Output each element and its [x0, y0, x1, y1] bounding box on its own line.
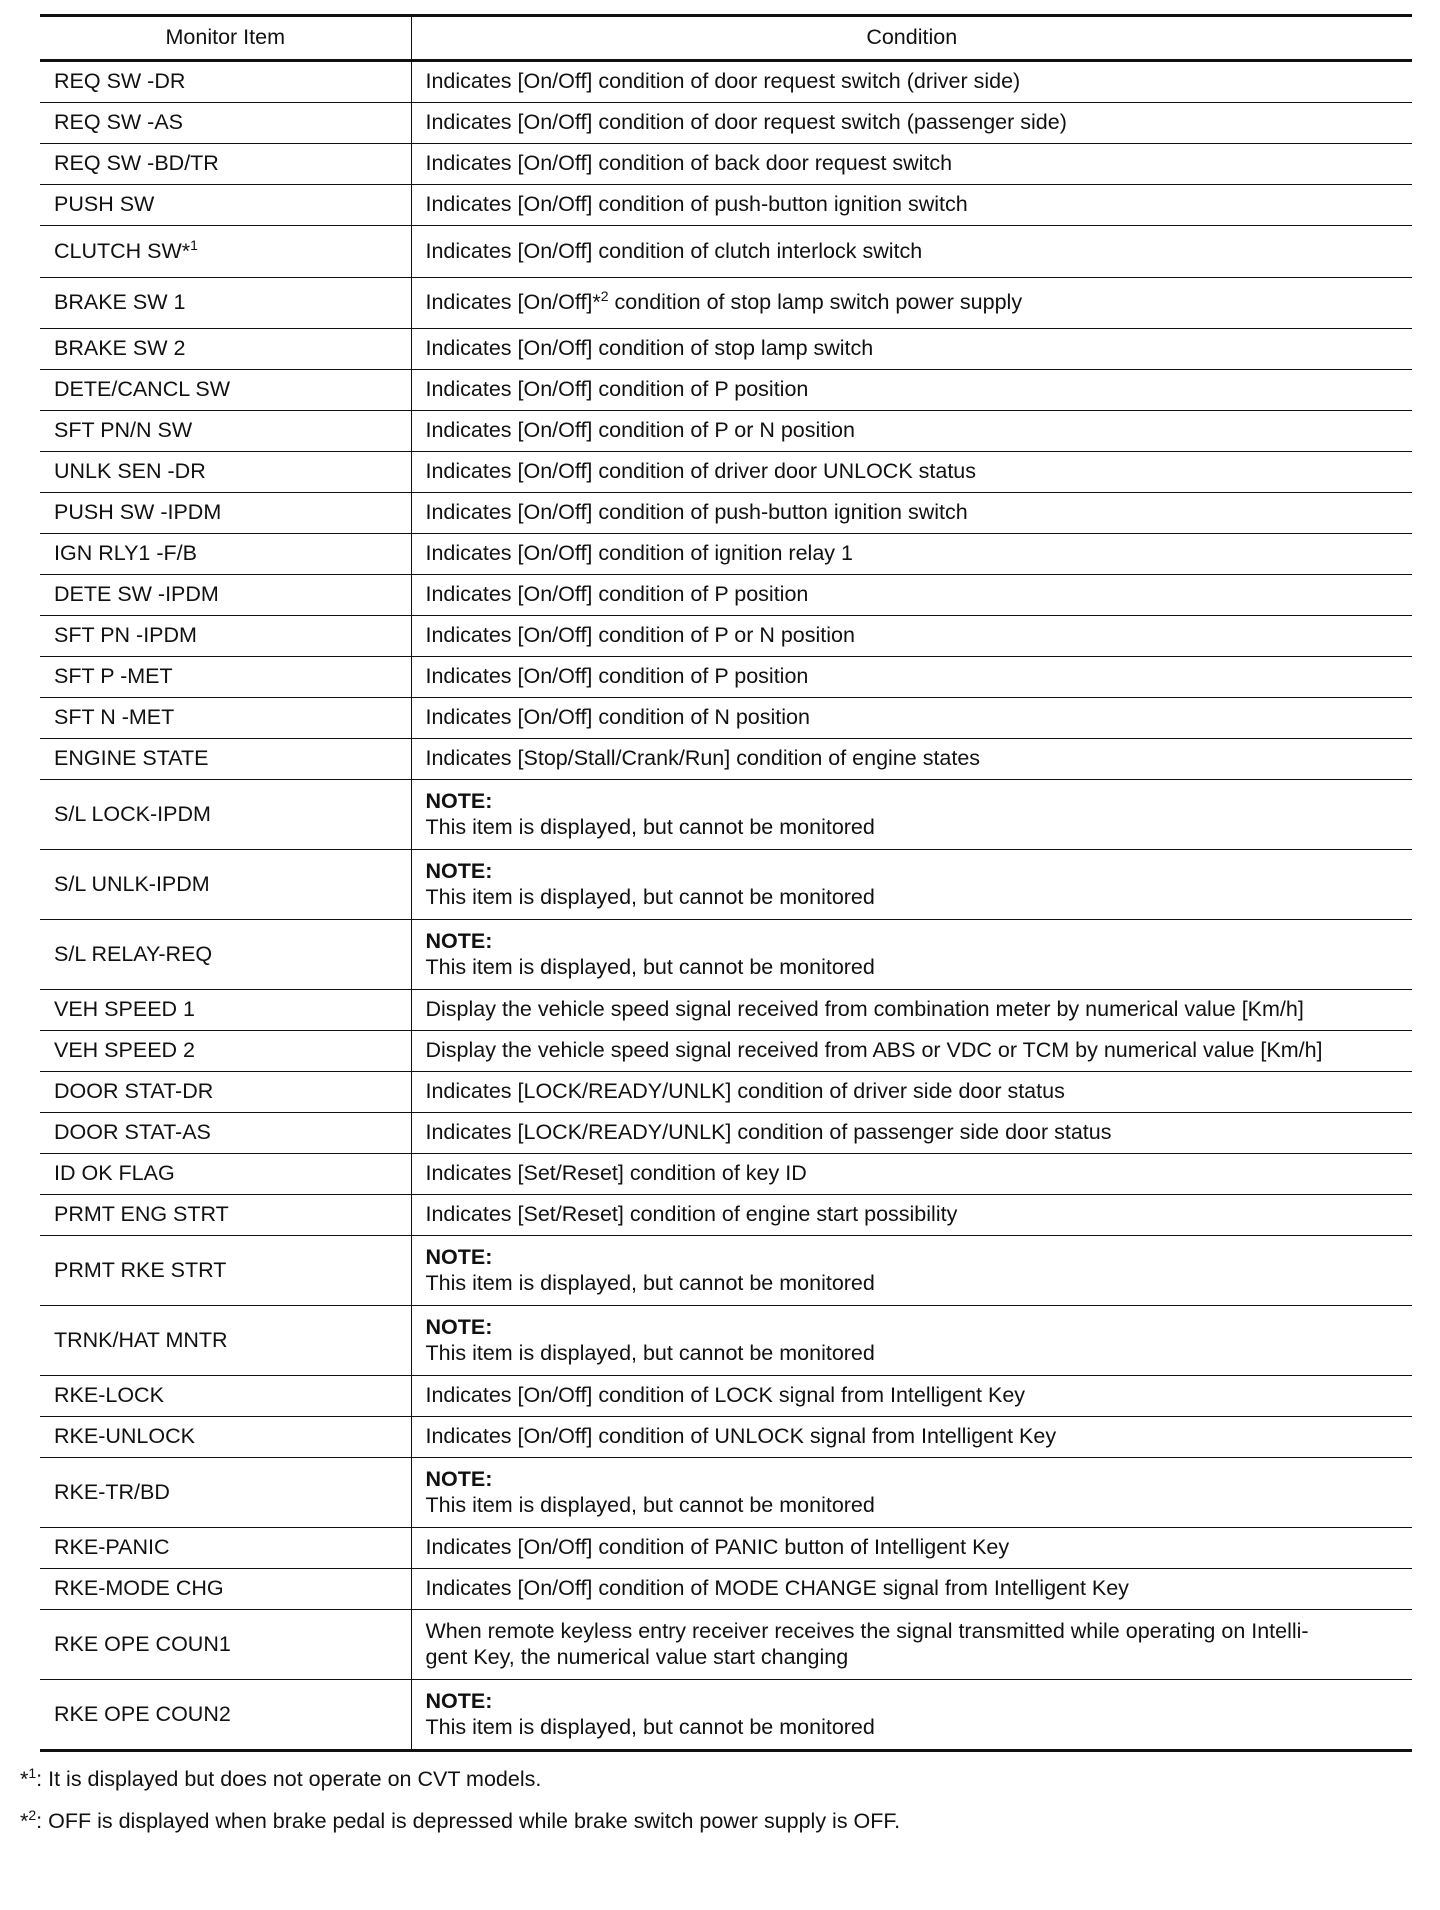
document-page — [20, 14, 1412, 1842]
note-text: This item is displayed, but cannot be monitored — [425, 1340, 875, 1365]
condition-cell: Indicates [On/Off] condition of door request switch (passenger side) — [411, 103, 1412, 144]
condition-cell: Indicates [On/Off] condition of stop lamp switch — [411, 329, 1412, 370]
condition-cell: Indicates [Stop/Stall/Crank/Run] condition of engine states — [411, 739, 1412, 780]
monitor-item-cell: RKE-LOCK — [40, 1376, 411, 1417]
table-row — [40, 739, 1412, 780]
condition-text-line: When remote keyless entry receiver receives the signal transmitted while operating on Intelli- — [425, 1618, 1309, 1643]
note-label: NOTE: — [425, 1688, 493, 1713]
table-row — [40, 103, 1412, 144]
monitor-item-cell: RKE-TR/BD — [40, 1458, 411, 1528]
table-row — [40, 1680, 1412, 1751]
table-row — [40, 1072, 1412, 1113]
table-header-row — [40, 16, 1412, 61]
footnote-number: 1 — [28, 1764, 37, 1781]
condition-cell — [411, 1610, 1412, 1680]
table-row — [40, 1417, 1412, 1458]
monitor-item-cell: REQ SW -AS — [40, 103, 411, 144]
table-row — [40, 1528, 1412, 1569]
monitor-item-cell: DETE SW -IPDM — [40, 575, 411, 616]
condition-cell: Indicates [On/Off] condition of ignition relay 1 — [411, 534, 1412, 575]
condition-cell: Indicates [On/Off] condition of P or N position — [411, 616, 1412, 657]
monitor-item-cell: SFT N -MET — [40, 698, 411, 739]
condition-text: condition of stop lamp switch power supply — [608, 290, 1023, 315]
note-label: NOTE: — [425, 788, 493, 813]
monitor-item-cell: RKE OPE COUN2 — [40, 1680, 411, 1751]
table-row — [40, 1569, 1412, 1610]
monitor-item-cell: PRMT RKE STRT — [40, 1236, 411, 1306]
table-row — [40, 1195, 1412, 1236]
monitor-item-cell: BRAKE SW 1 — [40, 278, 411, 329]
note-text: This item is displayed, but cannot be monitored — [425, 1492, 875, 1517]
monitor-item-cell: RKE OPE COUN1 — [40, 1610, 411, 1680]
footnote-text: : OFF is displayed when brake pedal is depressed while brake switch power supply is OFF. — [36, 1809, 901, 1833]
note-text: This item is displayed, but cannot be monitored — [425, 1270, 875, 1295]
footnote-ref: 2 — [600, 287, 609, 304]
condition-cell: Indicates [On/Off] condition of LOCK signal from Intelligent Key — [411, 1376, 1412, 1417]
note-label: NOTE: — [425, 928, 493, 953]
table-row — [40, 329, 1412, 370]
monitor-item-table — [40, 14, 1412, 1752]
condition-text-line: gent Key, the numerical value start changing — [425, 1644, 849, 1669]
condition-cell: Indicates [LOCK/READY/UNLK] condition of driver side door status — [411, 1072, 1412, 1113]
condition-cell: Indicates [Set/Reset] condition of engine start possibility — [411, 1195, 1412, 1236]
table-row — [40, 411, 1412, 452]
monitor-item-cell: DOOR STAT-AS — [40, 1113, 411, 1154]
note-text: This item is displayed, but cannot be monitored — [425, 954, 875, 979]
condition-cell: Indicates [On/Off] condition of P position — [411, 657, 1412, 698]
table-row — [40, 1154, 1412, 1195]
condition-cell: Indicates [On/Off] condition of P or N position — [411, 411, 1412, 452]
monitor-item-cell: SFT P -MET — [40, 657, 411, 698]
condition-cell: Indicates [On/Off] condition of UNLOCK signal from Intelligent Key — [411, 1417, 1412, 1458]
note-label: NOTE: — [425, 858, 493, 883]
monitor-item-cell: VEH SPEED 1 — [40, 990, 411, 1031]
table-row — [40, 278, 1412, 329]
monitor-item-cell: S/L RELAY-REQ — [40, 920, 411, 990]
monitor-item-cell: PUSH SW -IPDM — [40, 493, 411, 534]
condition-cell: Indicates [On/Off] condition of driver door UNLOCK status — [411, 452, 1412, 493]
condition-cell — [411, 1680, 1412, 1751]
table-row — [40, 990, 1412, 1031]
condition-cell: Display the vehicle speed signal received from ABS or VDC or TCM by numerical value [Km/h] — [411, 1031, 1412, 1072]
condition-cell: Indicates [On/Off] condition of P position — [411, 575, 1412, 616]
footnote-mark: * — [20, 1809, 29, 1833]
monitor-item-cell: VEH SPEED 2 — [40, 1031, 411, 1072]
condition-cell: Indicates [On/Off] condition of push-button ignition switch — [411, 493, 1412, 534]
condition-cell: Indicates [On/Off] condition of MODE CHANGE signal from Intelligent Key — [411, 1569, 1412, 1610]
monitor-item-cell: IGN RLY1 -F/B — [40, 534, 411, 575]
condition-cell — [411, 1458, 1412, 1528]
footnote-1 — [20, 1758, 1392, 1800]
condition-cell — [411, 1306, 1412, 1376]
table-row — [40, 370, 1412, 411]
monitor-item-cell: DOOR STAT-DR — [40, 1072, 411, 1113]
note-text: This item is displayed, but cannot be monitored — [425, 814, 875, 839]
note-text: This item is displayed, but cannot be monitored — [425, 1714, 875, 1739]
condition-cell — [411, 278, 1412, 329]
monitor-item-cell: S/L UNLK-IPDM — [40, 850, 411, 920]
table-row — [40, 698, 1412, 739]
condition-cell: Indicates [On/Off] condition of back door request switch — [411, 144, 1412, 185]
table-row — [40, 1376, 1412, 1417]
condition-cell: Indicates [On/Off] condition of P position — [411, 370, 1412, 411]
footnote-ref: 1 — [190, 236, 198, 253]
table-row — [40, 850, 1412, 920]
condition-cell: Indicates [LOCK/READY/UNLK] condition of passenger side door status — [411, 1113, 1412, 1154]
table-row — [40, 493, 1412, 534]
monitor-item-cell: REQ SW -BD/TR — [40, 144, 411, 185]
condition-cell: Indicates [Set/Reset] condition of key ID — [411, 1154, 1412, 1195]
header-condition: Condition — [411, 16, 1412, 61]
monitor-item-cell: PUSH SW — [40, 185, 411, 226]
monitor-item-cell: BRAKE SW 2 — [40, 329, 411, 370]
monitor-item-cell: ENGINE STATE — [40, 739, 411, 780]
monitor-item-cell: RKE-MODE CHG — [40, 1569, 411, 1610]
table-row — [40, 920, 1412, 990]
table-row — [40, 1458, 1412, 1528]
footnote-text: : It is displayed but does not operate on CVT models. — [36, 1767, 542, 1791]
condition-cell: Indicates [On/Off] condition of door request switch (driver side) — [425, 69, 1021, 94]
monitor-item-cell: TRNK/HAT MNTR — [40, 1306, 411, 1376]
monitor-item-cell: DETE/CANCL SW — [40, 370, 411, 411]
note-label: NOTE: — [425, 1314, 493, 1339]
table-row — [40, 1306, 1412, 1376]
condition-cell — [411, 920, 1412, 990]
table-row — [40, 1113, 1412, 1154]
table-row — [40, 226, 1412, 278]
condition-cell: Indicates [On/Off] condition of PANIC button of Intelligent Key — [411, 1528, 1412, 1569]
condition-cell — [411, 1236, 1412, 1306]
note-text: This item is displayed, but cannot be monitored — [425, 884, 875, 909]
monitor-item-cell: REQ SW -DR — [40, 61, 411, 103]
condition-cell: Indicates [On/Off] condition of clutch interlock switch — [411, 226, 1412, 278]
condition-cell: Display the vehicle speed signal received from combination meter by numerical value [Km/h] — [411, 990, 1412, 1031]
condition-cell: Indicates [On/Off] condition of push-button ignition switch — [411, 185, 1412, 226]
footnote-mark: * — [20, 1767, 29, 1791]
table-row — [40, 185, 1412, 226]
table-row — [40, 1610, 1412, 1680]
monitor-item-cell: ID OK FLAG — [40, 1154, 411, 1195]
condition-cell: Indicates [On/Off] condition of N position — [411, 698, 1412, 739]
monitor-item-cell: RKE-PANIC — [40, 1528, 411, 1569]
note-label: NOTE: — [425, 1466, 493, 1491]
monitor-item-cell: S/L LOCK-IPDM — [40, 780, 411, 850]
monitor-item-cell: SFT PN -IPDM — [40, 616, 411, 657]
table-row — [40, 657, 1412, 698]
table-row — [40, 61, 1412, 103]
monitor-item-cell: UNLK SEN -DR — [40, 452, 411, 493]
header-monitor-item: Monitor Item — [40, 16, 411, 61]
monitor-item-text: CLUTCH SW* — [54, 238, 191, 263]
table-row — [40, 616, 1412, 657]
monitor-item-cell: PRMT ENG STRT — [40, 1195, 411, 1236]
condition-cell — [411, 780, 1412, 850]
monitor-item-cell: SFT PN/N SW — [40, 411, 411, 452]
table-row — [40, 144, 1412, 185]
footnote-2 — [20, 1800, 1392, 1842]
table-row — [40, 780, 1412, 850]
monitor-item-cell — [40, 226, 411, 278]
table-row — [40, 1236, 1412, 1306]
condition-cell — [411, 850, 1412, 920]
monitor-item-cell: RKE-UNLOCK — [40, 1417, 411, 1458]
condition-text: Indicates [On/Off]* — [425, 290, 601, 315]
table-row — [40, 534, 1412, 575]
footnotes — [20, 1758, 1412, 1842]
table-row — [40, 575, 1412, 616]
table-row — [40, 452, 1412, 493]
footnote-number: 2 — [28, 1806, 37, 1823]
table-row — [40, 1031, 1412, 1072]
note-label: NOTE: — [425, 1244, 493, 1269]
